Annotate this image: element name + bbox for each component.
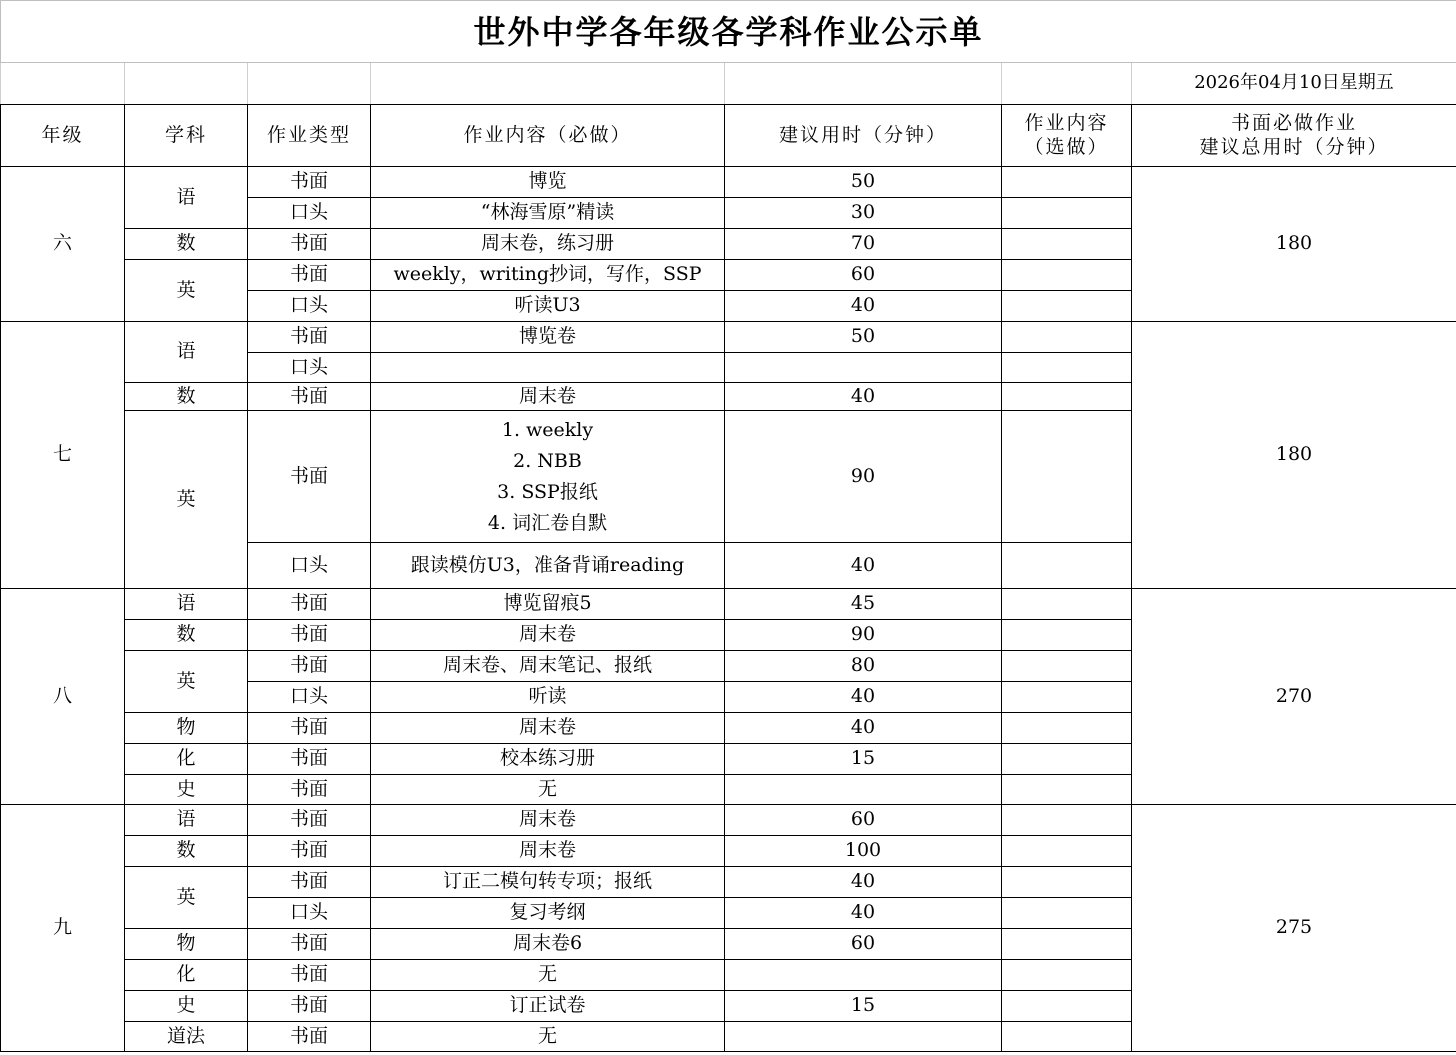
content-cell: 复习考纲 [371,898,725,929]
type-cell: 口头 [248,682,371,713]
optional-cell [1002,991,1132,1022]
type-cell: 书面 [248,229,371,260]
optional-cell [1002,411,1132,543]
subject-cell: 道法 [125,1022,248,1052]
content-cell: 周末卷6 [371,929,725,960]
time-cell: 50 [725,167,1002,198]
total-cell: 180 [1132,322,1456,589]
time-cell: 40 [725,867,1002,898]
total-cell: 275 [1132,805,1456,1052]
content-line: 4. 词汇卷自默 [487,511,608,534]
content-cell: 博览卷 [371,322,725,353]
content-cell: 周末卷、周末笔记、报纸 [371,651,725,682]
type-cell: 书面 [248,620,371,651]
subject-cell: 化 [125,744,248,775]
subject-cell: 数 [125,836,248,867]
type-cell: 书面 [248,836,371,867]
time-cell: 30 [725,198,1002,229]
type-cell: 书面 [248,260,371,291]
page-title: 世外中学各年级各学科作业公示单 [1,1,1456,63]
type-cell: 书面 [248,867,371,898]
empty-cell [371,63,725,105]
time-cell: 40 [725,543,1002,589]
time-cell: 40 [725,682,1002,713]
type-cell: 口头 [248,898,371,929]
time-cell: 40 [725,291,1002,322]
subject-cell: 英 [125,260,248,322]
table-row [1,167,1456,198]
optional-cell [1002,589,1132,620]
type-cell: 书面 [248,960,371,991]
time-cell: 50 [725,322,1002,353]
type-cell: 口头 [248,353,371,383]
content-cell: 听读U3 [371,291,725,322]
optional-cell [1002,682,1132,713]
content-cell: 周末卷，练习册 [371,229,725,260]
grade-cell: 九 [1,805,125,1052]
type-cell: 书面 [248,411,371,543]
type-cell: 书面 [248,1022,371,1052]
header-total-line2: 建议总用时（分钟） [1199,135,1389,158]
empty-cell [725,63,1002,105]
subject-cell: 语 [125,805,248,836]
optional-cell [1002,620,1132,651]
content-cell: 校本练习册 [371,744,725,775]
optional-cell [1002,322,1132,353]
content-cell: “林海雪原”精读 [371,198,725,229]
content-cell: 周末卷 [371,713,725,744]
optional-cell [1002,260,1132,291]
content-cell: 博览 [371,167,725,198]
optional-cell [1002,291,1132,322]
optional-cell [1002,651,1132,682]
empty-cell [1,63,125,105]
subject-cell: 史 [125,991,248,1022]
empty-cell [1002,63,1132,105]
time-cell: 100 [725,836,1002,867]
optional-cell [1002,229,1132,260]
time-cell [725,960,1002,991]
type-cell: 口头 [248,198,371,229]
time-cell: 60 [725,260,1002,291]
type-cell: 书面 [248,775,371,805]
table-row [1,589,1456,620]
header-content: 作业内容（必做） [371,105,725,167]
subject-cell: 数 [125,620,248,651]
grade-cell: 六 [1,167,125,322]
time-cell: 40 [725,898,1002,929]
time-cell: 80 [725,651,1002,682]
type-cell: 书面 [248,589,371,620]
optional-cell [1002,867,1132,898]
type-cell: 书面 [248,322,371,353]
content-line: 2. NBB [513,449,582,472]
content-cell: 无 [371,775,725,805]
subject-cell: 英 [125,651,248,713]
time-cell: 45 [725,589,1002,620]
type-cell: 口头 [248,543,371,589]
type-cell: 书面 [248,713,371,744]
optional-cell [1002,1022,1132,1052]
time-cell: 70 [725,229,1002,260]
time-cell [725,1022,1002,1052]
content-cell: 博览留痕5 [371,589,725,620]
optional-cell [1002,775,1132,805]
content-cell: 订正二模句转专项；报纸 [371,867,725,898]
header-optional-line1: 作业内容 [1024,111,1109,134]
content-cell: 无 [371,960,725,991]
optional-cell [1002,543,1132,589]
table-row [1,805,1456,836]
empty-cell [248,63,371,105]
type-cell: 书面 [248,744,371,775]
content-cell [371,353,725,383]
content-cell: 周末卷 [371,383,725,411]
empty-cell [125,63,248,105]
optional-cell [1002,744,1132,775]
header-time: 建议用时（分钟） [725,105,1002,167]
type-cell: 书面 [248,805,371,836]
subject-cell: 英 [125,867,248,929]
subject-cell: 物 [125,929,248,960]
grade-cell: 八 [1,589,125,805]
optional-cell [1002,353,1132,383]
table-row [1,322,1456,353]
time-cell [725,775,1002,805]
time-cell: 40 [725,383,1002,411]
optional-cell [1002,836,1132,867]
optional-cell [1002,713,1132,744]
date-label: 2026年04月10日星期五 [1132,63,1456,105]
content-cell: 周末卷 [371,805,725,836]
header-total [1132,105,1456,167]
subject-cell: 化 [125,960,248,991]
optional-cell [1002,898,1132,929]
content-cell: weekly，writing抄词，写作，SSP [371,260,725,291]
time-cell [725,353,1002,383]
subject-cell: 语 [125,589,248,620]
type-cell: 口头 [248,291,371,322]
time-cell: 60 [725,929,1002,960]
time-cell: 15 [725,991,1002,1022]
content-cell: 听读 [371,682,725,713]
content-cell: 订正试卷 [371,991,725,1022]
header-optional [1002,105,1132,167]
type-cell: 书面 [248,383,371,411]
type-cell: 书面 [248,929,371,960]
content-line: 1. weekly [501,418,594,441]
content-cell: 跟读模仿U3，准备背诵reading [371,543,725,589]
content-cell: 周末卷 [371,836,725,867]
header-optional-line2: （选做） [1024,135,1109,158]
header-type: 作业类型 [248,105,371,167]
subject-cell: 英 [125,411,248,589]
time-cell: 15 [725,744,1002,775]
subject-cell: 语 [125,167,248,229]
type-cell: 书面 [248,167,371,198]
total-cell: 180 [1132,167,1456,322]
total-cell: 270 [1132,589,1456,805]
content-cell: 无 [371,1022,725,1052]
time-cell: 90 [725,620,1002,651]
content-cell [371,411,725,543]
content-line: 3. SSP报纸 [497,480,598,503]
optional-cell [1002,383,1132,411]
subject-cell: 史 [125,775,248,805]
optional-cell [1002,805,1132,836]
content-cell: 周末卷 [371,620,725,651]
header-grade: 年级 [1,105,125,167]
type-cell: 书面 [248,651,371,682]
time-cell: 60 [725,805,1002,836]
header-total-line1: 书面必做作业 [1231,111,1358,134]
subject-cell: 数 [125,383,248,411]
grade-cell: 七 [1,322,125,589]
optional-cell [1002,167,1132,198]
optional-cell [1002,929,1132,960]
time-cell: 40 [725,713,1002,744]
time-cell: 90 [725,411,1002,543]
subject-cell: 语 [125,322,248,383]
optional-cell [1002,960,1132,991]
optional-cell [1002,198,1132,229]
subject-cell: 数 [125,229,248,260]
header-subject: 学科 [125,105,248,167]
subject-cell: 物 [125,713,248,744]
type-cell: 书面 [248,991,371,1022]
